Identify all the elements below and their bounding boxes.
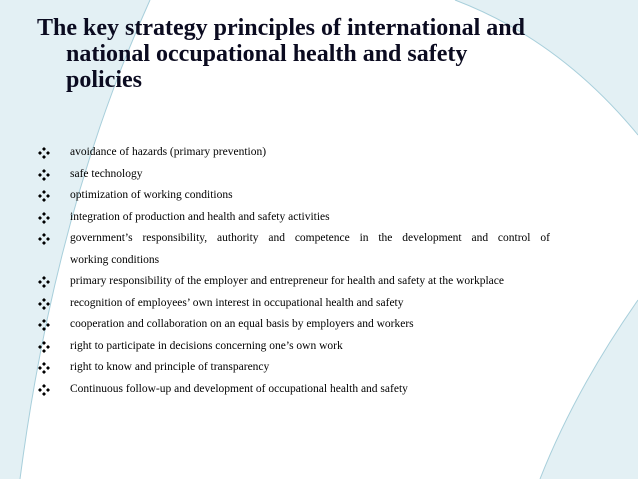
bullet-word: responsibility,	[142, 232, 208, 244]
bullet-item	[38, 142, 558, 164]
bullet-item	[38, 271, 558, 293]
bullet-text: Continuous follow-up and development of occupational health and safety	[70, 382, 408, 395]
bullet-word: and	[268, 232, 285, 244]
bullet-item	[38, 314, 558, 336]
bullet-text: integration of production and health and safety activities	[70, 210, 330, 223]
bullet-item	[38, 379, 558, 401]
bullet-text: right to know and principle of transparency	[70, 361, 270, 373]
diamond-bullet-icon	[38, 319, 50, 331]
bullet-list	[38, 142, 558, 400]
diamond-bullet-icon	[38, 190, 50, 202]
bullet-word: of	[540, 232, 550, 244]
bullet-text: cooperation and collaboration on an equal basis by employers and workers	[70, 318, 414, 330]
title-line-3: policies	[66, 67, 142, 93]
bullet-item	[38, 164, 558, 186]
bullet-word: and	[471, 232, 489, 244]
diamond-bullet-icon	[38, 147, 50, 159]
slide-title	[37, 15, 597, 93]
diamond-bullet-icon	[38, 276, 50, 288]
diamond-bullet-icon	[38, 212, 50, 224]
bullet-continuation: working conditions	[70, 253, 160, 266]
bullet-text: recognition of employees’ own interest in occupational health and safety	[70, 296, 404, 309]
bullet-text: right to participate in decisions concerning one’s own work	[70, 339, 343, 352]
bullet-text: avoidance of hazards (primary prevention)	[70, 146, 267, 158]
bullet-item	[38, 185, 558, 207]
bullet-item	[38, 336, 558, 358]
bullet-text: safe technology	[70, 167, 143, 180]
bullet-text: primary responsibility of the employer and entrepreneur for health and safety at the workplace	[70, 275, 504, 287]
diamond-bullet-icon	[38, 384, 50, 396]
bullet-text: optimization of working conditions	[70, 189, 233, 201]
diamond-bullet-icon	[38, 298, 50, 310]
bullet-word: development	[402, 232, 462, 244]
diamond-bullet-icon	[38, 233, 50, 245]
bullet-word: authority	[217, 232, 259, 244]
diamond-bullet-icon	[38, 362, 50, 374]
bullet-text-justified	[70, 228, 550, 250]
bullet-item	[38, 357, 558, 379]
diamond-bullet-icon	[38, 169, 50, 181]
bullet-word: in	[359, 232, 369, 244]
bullet-item	[38, 293, 558, 315]
bullet-item	[38, 207, 558, 229]
title-line-2: national occupational health and safety	[66, 41, 468, 67]
bullet-item	[38, 228, 558, 271]
bullet-word: government’s	[70, 232, 133, 244]
diamond-bullet-icon	[38, 341, 50, 353]
bullet-word: control	[497, 232, 531, 244]
bullet-word: the	[378, 232, 393, 244]
bullet-word: competence	[294, 232, 350, 244]
title-line-1: The key strategy principles of international and	[37, 15, 526, 41]
